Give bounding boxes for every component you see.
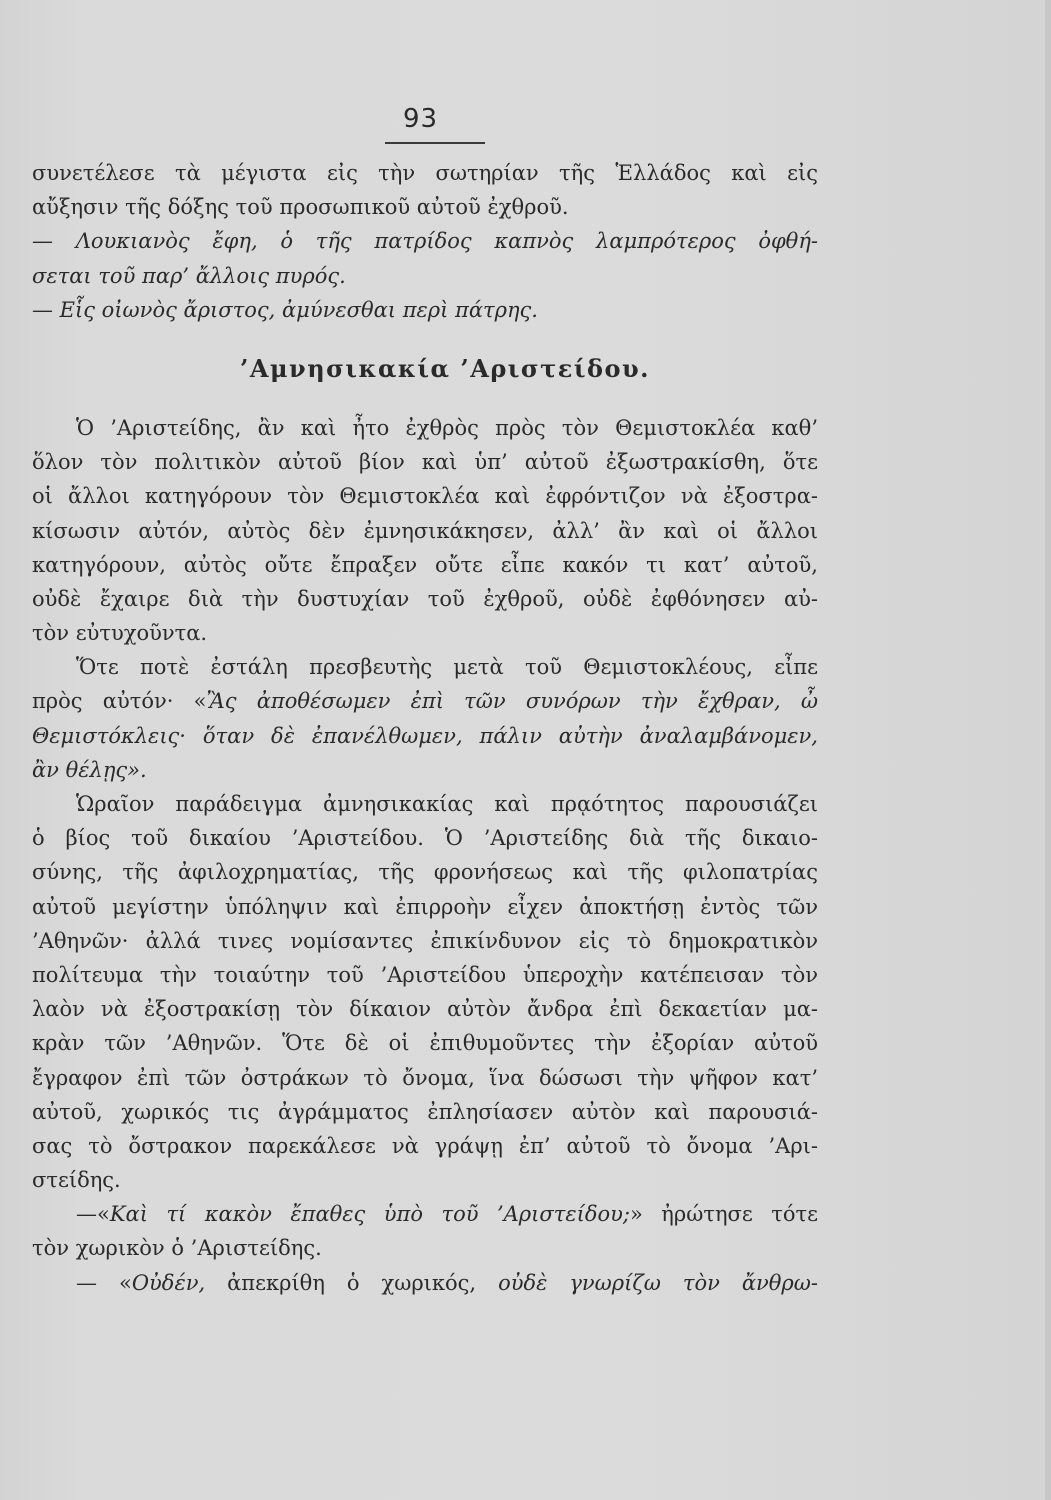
text-span: ἀπεκρίθη ὁ χωρικός,: [205, 1270, 499, 1295]
quote-span: Ἂς ἀποθέσωμεν ἐπὶ τῶν συνόρων τὴν ἔχθραν, ὦ: [206, 689, 818, 714]
quote-line: σεται τοῦ παρ’ ἄλλοις πυρός.: [32, 263, 346, 288]
quote-span: Καὶ τί κακὸν ἔπαθες ὑπὸ τοῦ ’Αριστείδου;: [109, 1202, 630, 1227]
quote-span: Οὐδέν,: [131, 1270, 206, 1295]
section-heading: ’Αμνησικακία ’Αριστείδου.: [240, 353, 650, 383]
text-line: ὁ βίος τοῦ δικαίου ’Αριστείδου. Ὁ ’Αριστείδης διὰ τῆς δικαιο-: [32, 826, 818, 851]
text-line: [32, 684, 818, 718]
text-span: πρὸς αὐτόν· «: [32, 689, 207, 714]
text-line: στείδης.: [32, 1168, 121, 1193]
text-line: Ὁ ’Αριστείδης, ἂν καὶ ἦτο ἐχθρὸς πρὸς τὸν Θεμιστοκλέα καθ’: [76, 415, 818, 440]
text-line: λαὸν νὰ ἐξοστρακίσῃ τὸν δίκαιον αὐτὸν ἄνδρα ἐπὶ δεκαετίαν μα-: [32, 997, 818, 1022]
text-line: Ὡραῖον παράδειγμα ἀμνησικακίας καὶ πρᾳότητος παρουσιάζει: [76, 792, 818, 816]
text-line: [32, 1197, 818, 1231]
page-number-rule: [385, 142, 485, 144]
text-span: —«: [76, 1202, 110, 1227]
text-line: αὐτοῦ μεγίστην ὑπόληψιν καὶ ἐπιρροὴν εἶχεν ἀποκτήσῃ ἐντὸς τῶν: [32, 894, 818, 919]
page-number: 93: [402, 104, 439, 134]
quote-line: — Λουκιανὸς ἔφη, ὁ τῆς πατρίδος καπνὸς λαμπρότερος ὀφθή-: [32, 229, 818, 254]
quote-line: — Εἷς οἰωνὸς ἄριστος, ἀμύνεσθαι περὶ πάτρης.: [32, 297, 538, 322]
quote-line: Θεμιστόκλεις· ὅταν δὲ ἐπανέλθωμεν, πάλιν αὐτὴν ἀναλαμβάνομεν,: [32, 723, 818, 748]
text-line: κατηγόρουν, αὐτὸς οὔτε ἔπραξεν οὔτε εἶπε κακόν τι κατ’ αὐτοῦ,: [32, 552, 818, 577]
quote-line: ἂν θέλῃς».: [32, 757, 147, 782]
text-line: κρὰν τῶν ’Αθηνῶν. Ὅτε δὲ οἱ ἐπιθυμοῦντες τὴν ἐξορίαν αὐτοῦ: [32, 1031, 818, 1056]
page-edge: [1045, 0, 1051, 1500]
text-line: [32, 1266, 818, 1300]
text-line: αὔξησιν τῆς δόξης τοῦ προσωπικοῦ αὐτοῦ ἐχθροῦ.: [32, 195, 569, 220]
text-span: — «: [76, 1270, 132, 1295]
text-line: αὐτοῦ, χωρικός τις ἀγράμματος ἐπλησίασεν αὐτὸν καὶ παρουσιά-: [32, 1099, 818, 1124]
text-line: σας τὸ ὄστρακον παρεκάλεσε νὰ γράψῃ ἐπ’ αὐτοῦ τὸ ὄνομα ’Αρι-: [32, 1133, 818, 1158]
text-span: » ἠρώτησε τότε: [629, 1202, 819, 1227]
text-line: τὸν εὐτυχοῦντα.: [32, 621, 208, 646]
text-line: τὸν χωρικὸν ὁ ’Αριστείδης.: [32, 1236, 322, 1261]
quote-span: οὐδὲ γνωρίζω τὸν ἄνθρω-: [498, 1270, 818, 1295]
text-line: Ὅτε ποτὲ ἐστάλη πρεσβευτὴς μετὰ τοῦ Θεμιστοκλέους, εἶπε: [76, 655, 818, 680]
text-line: συνετέλεσε τὰ μέγιστα εἰς τὴν σωτηρίαν τῆς Ἑλλάδος καὶ εἰς: [32, 161, 818, 185]
text-line: σύνης, τῆς ἀφιλοχρηματίας, τῆς φρονήσεως καὶ τῆς φιλοπατρίας: [32, 860, 818, 885]
body-text: [32, 156, 818, 1300]
text-line: πολίτευμα τὴν τοιαύτην τοῦ ’Αριστείδου ὑπεροχὴν κατέπεισαν τὸν: [32, 962, 818, 987]
text-line: ὅλον τὸν πολιτικὸν αὐτοῦ βίον καὶ ὑπ’ αὐτοῦ ἐξωστρακίσθη, ὅτε: [32, 450, 818, 475]
text-line: ’Αθηνῶν· ἀλλά τινες νομίσαντες ἐπικίνδυνον εἰς τὸ δημοκρατικὸν: [32, 928, 818, 953]
text-line: ἔγραφον ἐπὶ τῶν ὀστράκων τὸ ὄνομα, ἵνα δώσωσι τὴν ψῆφον κατ’: [32, 1065, 818, 1090]
text-line: κίσωσιν αὐτόν, αὐτὸς δὲν ἐμνησικάκησεν, ἀλλ’ ἂν καὶ οἱ ἄλλοι: [32, 518, 818, 543]
text-line: οἱ ἄλλοι κατηγόρουν τὸν Θεμιστοκλέα καὶ ἐφρόντιζον νὰ ἐξοστρα-: [32, 484, 818, 509]
text-line: οὐδὲ ἔχαιρε διὰ τὴν δυστυχίαν τοῦ ἐχθροῦ, οὐδὲ ἐφθόνησεν αὐ-: [32, 586, 818, 611]
